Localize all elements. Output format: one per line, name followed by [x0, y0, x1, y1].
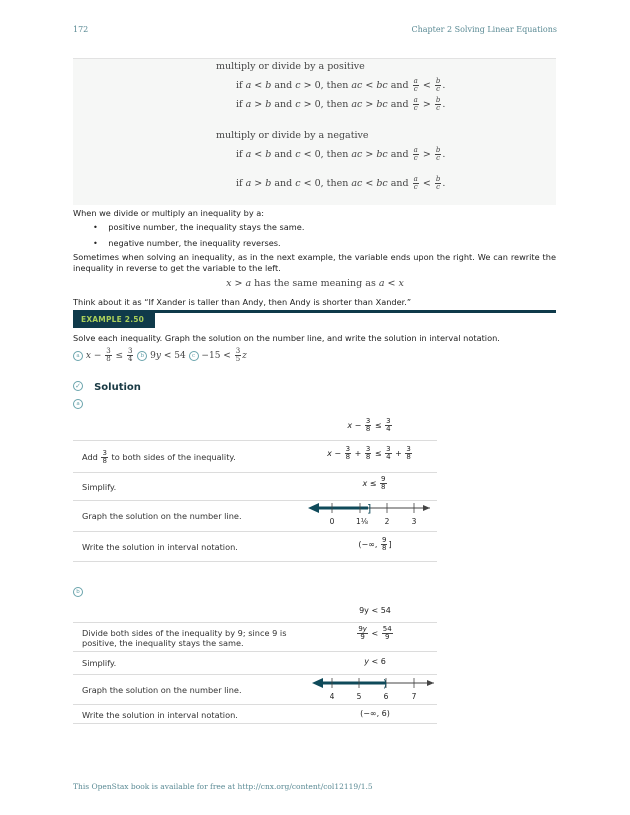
part-a-marker: a [73, 351, 83, 361]
chapter-title: Chapter 2 Solving Linear Equations [411, 25, 557, 34]
part-a-row1-left: Add $\frac{3}{8}$ to both sides of the inequality. [82, 449, 236, 465]
solution-header[interactable]: ✓ Solution [73, 375, 141, 394]
part-b-row4-right: (−∞, 6) [360, 709, 390, 718]
part-a-start: x − $\frac{3}{8}$ ≤ $\frac{3}{4}$ [347, 417, 391, 433]
part-b-row2-left: Simplify. [82, 658, 117, 668]
negative-rule-2: if a > b and c < 0, then ac < bc and $\frac{a}{c}$ < $\frac{b}{c}$ . [236, 175, 446, 191]
divider [73, 440, 437, 441]
part-c-marker: c [189, 351, 199, 361]
part-b-row1-right: $\frac{9y}{9}$ < $\frac{54}{9}$ [358, 625, 392, 641]
positive-rule-1: if a < b and c > 0, then ac < bc and $\frac{a}{c}$ < $\frac{b}{c}$ . [236, 77, 446, 93]
example-parts: a x − $\frac{3}{8}$ ≤ $\frac{3}{4}$ b 9y < 54 c −15 < $\frac{3}{5}$ z [73, 348, 247, 363]
centered-math: x > a has the same meaning as a < x [226, 278, 404, 289]
part-a-row2-right: x ≤ $\frac{9}{8}$ [362, 475, 386, 491]
part-b-marker: b [137, 351, 147, 361]
part-b-row1-left: Divide both sides of the inequality by 9; since 9 is positive, the inequality stays the same. [82, 628, 287, 648]
negative-title: multiply or divide by a negative [216, 130, 369, 141]
divider [73, 704, 437, 705]
part-a-row4-left: Write the solution in interval notation. [82, 542, 238, 552]
intro-text: When we divide or multiply an inequality by a: [73, 208, 265, 218]
divider [73, 472, 437, 473]
svg-text:1⅛: 1⅛ [355, 517, 369, 526]
example-prompt: Solve each inequality. Graph the solution on the number line, and write the solution in interval notation. [73, 333, 500, 343]
svg-text:5: 5 [356, 692, 362, 701]
part-b-start: 9y < 54 [359, 606, 391, 615]
positive-title: multiply or divide by a positive [216, 61, 365, 72]
svg-text:2: 2 [384, 517, 390, 526]
part-b-row4-left: Write the solution in interval notation. [82, 710, 238, 720]
svg-text:]: ] [367, 502, 372, 515]
svg-text:): ) [383, 677, 388, 690]
svg-text:7: 7 [411, 692, 417, 701]
footer-text: This OpenStax book is available for free at http://cnx.org/content/col12119/1.5 [73, 782, 373, 791]
svg-text:4: 4 [329, 692, 335, 701]
part-b-row2-right: y < 6 [364, 657, 386, 666]
paragraph: Sometimes when solving an inequality, as in the next example, the variable ends upon the right. We can rewrite the inequality in reverse to get the variable to the left. [73, 252, 556, 273]
part-a-row2-left: Simplify. [82, 482, 117, 492]
divider [73, 723, 437, 724]
svg-text:3: 3 [411, 517, 417, 526]
number-line-b [310, 675, 440, 705]
divider [73, 531, 437, 532]
solution-a-marker: a [73, 399, 83, 409]
bullet-1: • positive number, the inequality stays the same. [93, 222, 305, 232]
number-line-a [306, 500, 436, 530]
solution-b-marker: b [73, 587, 83, 597]
divider [73, 561, 437, 562]
svg-text:6: 6 [383, 692, 389, 701]
part-a-row3-left: Graph the solution on the number line. [82, 511, 242, 521]
divider [73, 622, 437, 623]
example-label: EXAMPLE 2.50 [73, 312, 155, 328]
negative-rule-1: if a < b and c < 0, then ac > bc and $\frac{a}{c}$ > $\frac{b}{c}$ . [236, 146, 446, 162]
check-icon: ✓ [73, 381, 83, 391]
think-text: Think about it as “If Xander is taller than Andy, then Andy is shorter than Xander.” [73, 297, 412, 307]
part-a-row4-right: (−∞, $\frac{9}{8}$ ] [358, 536, 392, 552]
divider [73, 651, 437, 652]
positive-rule-2: if a > b and c > 0, then ac > bc and $\frac{a}{c}$ > $\frac{b}{c}$ . [236, 96, 446, 112]
page-number: 172 [73, 25, 89, 34]
part-a-row1-right: x − $\frac{3}{8}$ + $\frac{3}{8}$ ≤ $\frac{3}{4}$ + $\frac{3}{8}$ [327, 445, 411, 461]
svg-text:0: 0 [329, 517, 335, 526]
part-b-row3-left: Graph the solution on the number line. [82, 685, 242, 695]
bullet-2: • negative number, the inequality reverses. [93, 238, 281, 248]
